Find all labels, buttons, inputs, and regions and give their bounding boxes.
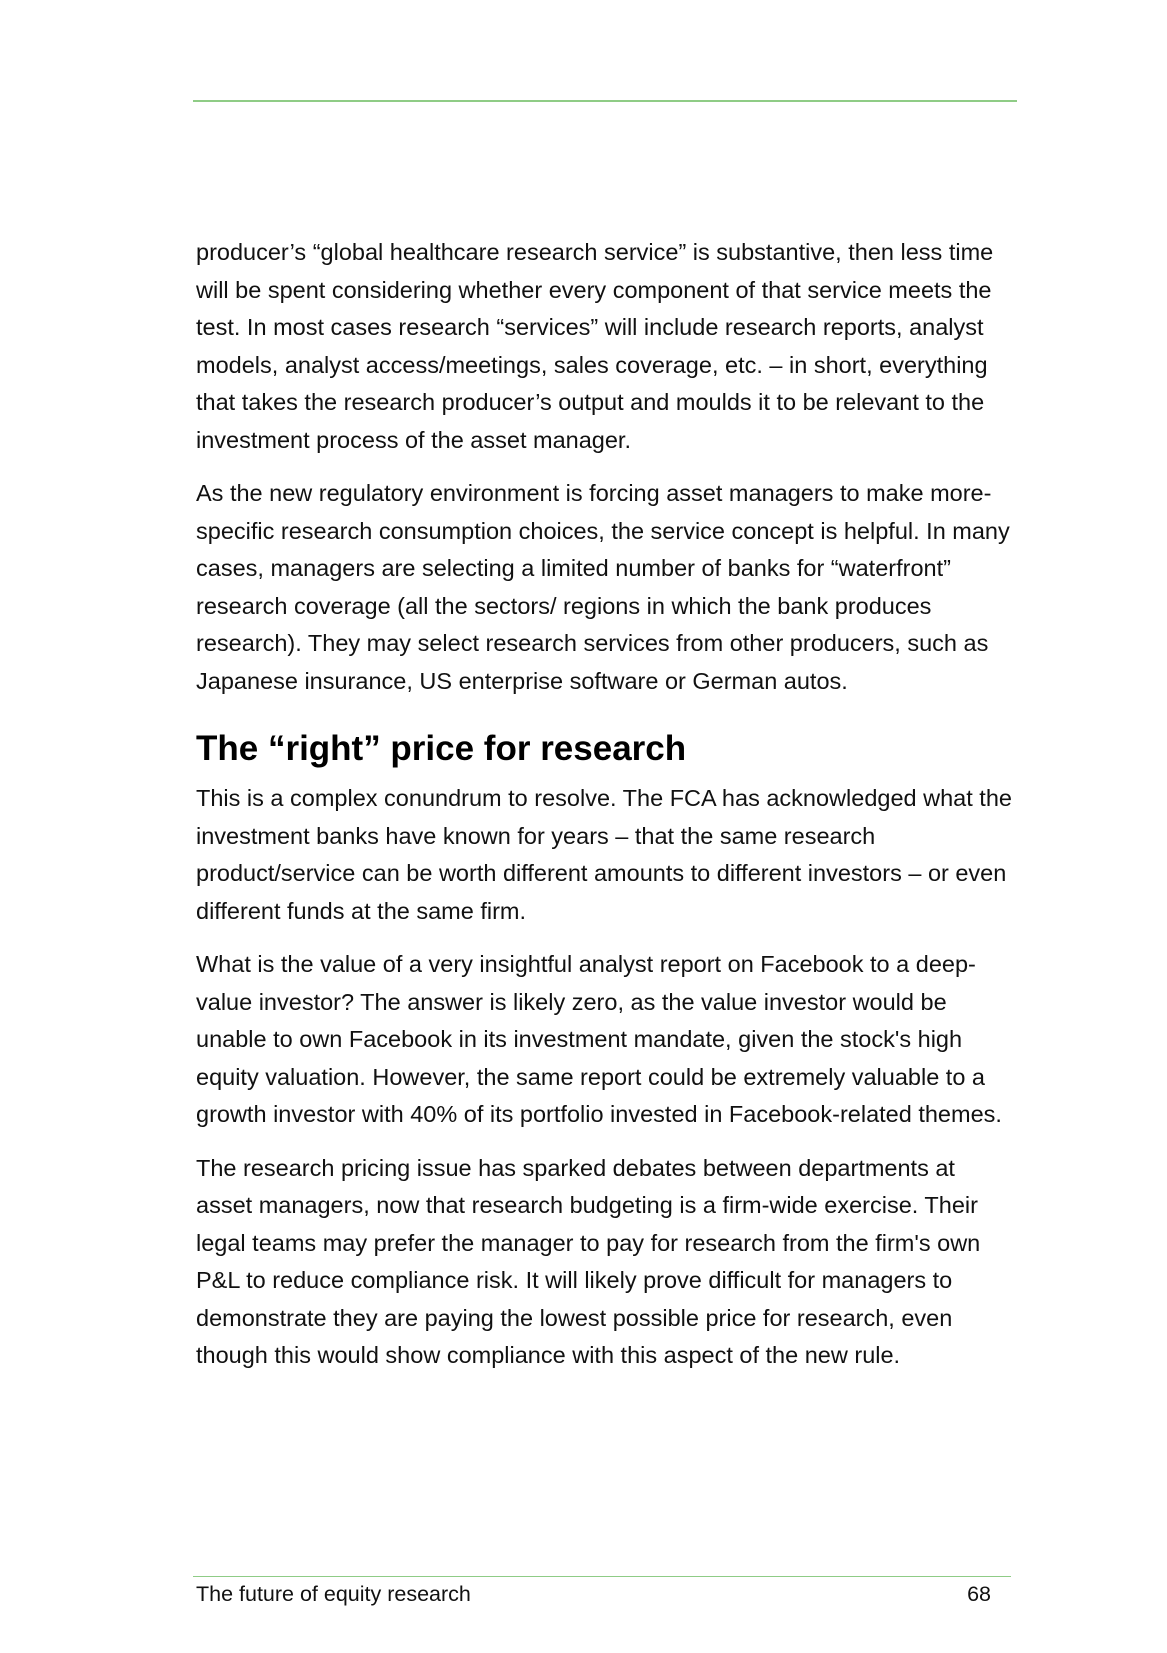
body-paragraph: This is a complex conundrum to resolve. The FCA has acknowledged what the investment banks have known for years – that the same research product/service can be worth different amounts to different investors – or even different funds at the same firm. (196, 785, 1012, 924)
page-content (196, 234, 1016, 1391)
body-paragraph: What is the value of a very insightful analyst report on Facebook to a deep-value investor? The answer is likely zero, as the value investor would be unable to own Facebook in its investment mandate, given the stock's high equity valuation. However, the same report could be extremely valuable to a growth investor with 40% of its portfolio invested in Facebook-related themes. (196, 951, 1002, 1127)
body-paragraph: As the new regulatory environment is forcing asset managers to make more-specific research consumption choices, the service concept is helpful. In many cases, managers are selecting a limited number of banks for “waterfront” research coverage (all the sectors/ regions in which the bank produces research). They may select research services from other producers, such as Japanese insurance, US enterprise software or German autos. (196, 480, 1010, 694)
header-rule (193, 100, 1017, 102)
footer-rule (193, 1576, 1011, 1577)
footer-title: The future of equity research (196, 1582, 471, 1606)
section-heading: The “right” price for research (196, 729, 687, 768)
body-paragraph: The research pricing issue has sparked debates between departments at asset managers, now that research budgeting is a firm-wide exercise. Their legal teams may prefer the manager to pay for research from the firm's own P&L to reduce compliance risk. It will likely prove difficult for managers to demonstrate they are paying the lowest possible price for research, even though this would show compliance with this aspect of the new rule. (196, 1154, 981, 1368)
body-paragraph: producer’s “global healthcare research service” is substantive, then less time will be spent considering whether every component of that service meets the test. In most cases research “services” will include research reports, analyst models, analyst access/meetings, sales coverage, etc. – in short, everything that takes the research producer’s output and moulds it to be relevant to the investment process of the asset manager. (196, 239, 994, 453)
page-number: 68 (967, 1582, 991, 1606)
